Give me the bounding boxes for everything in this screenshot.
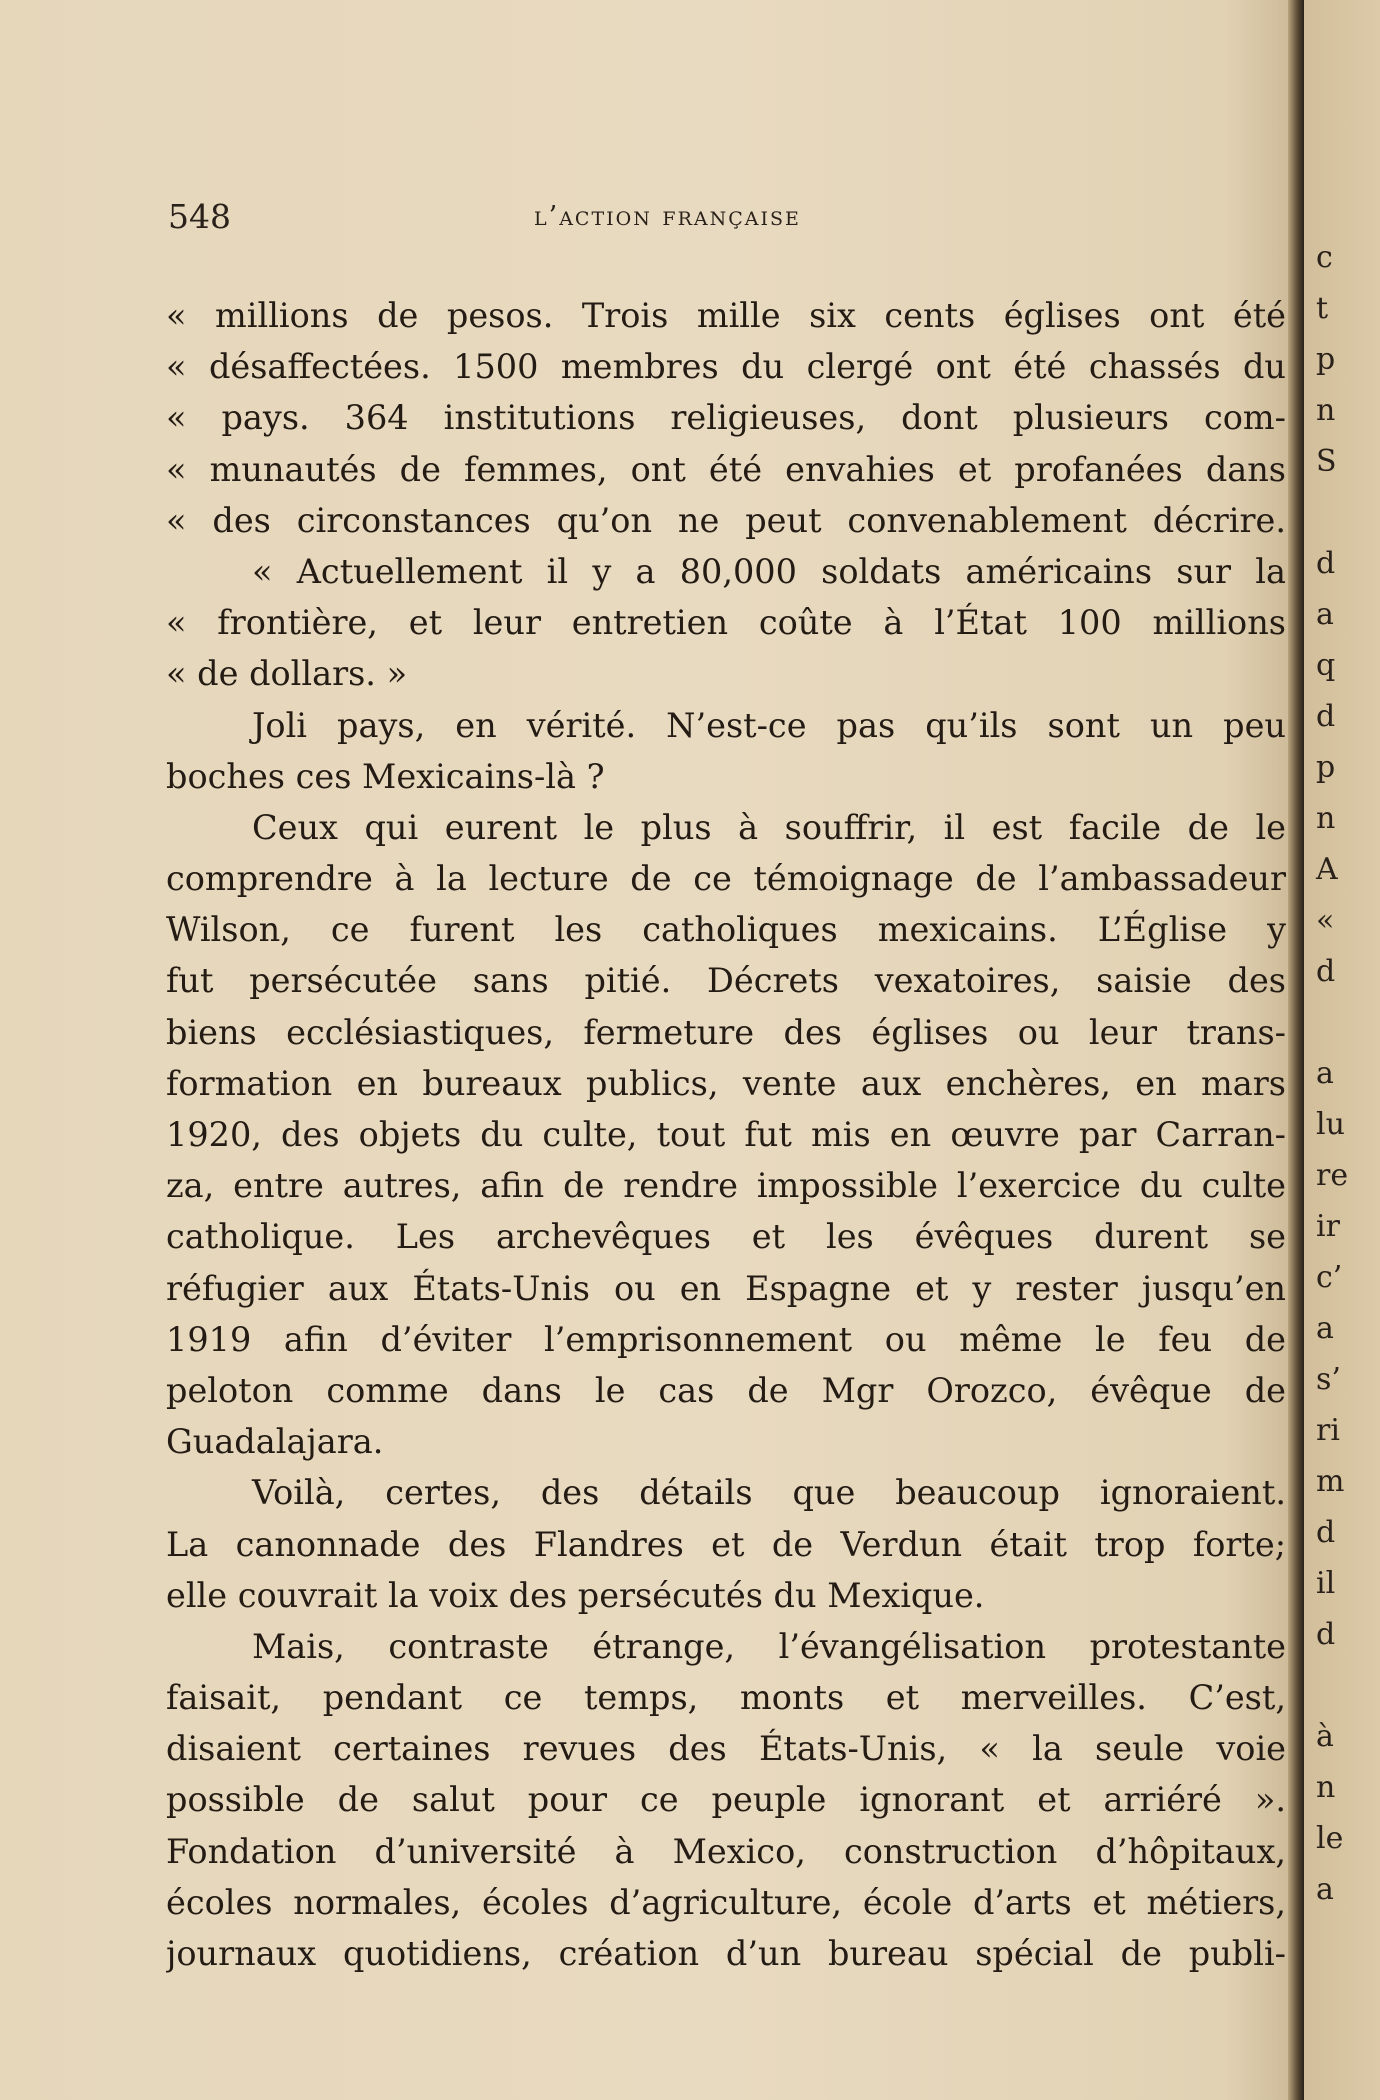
adjacent-page-fragment: re: [1316, 1158, 1349, 1193]
text-line: 1919 afin d’éviter l’emprisonnement ou même le feu de: [166, 1319, 1286, 1359]
adjacent-page-fragment: a: [1316, 1311, 1334, 1346]
text-line: biens ecclésiastiques, fermeture des églises ou leur trans-: [166, 1012, 1286, 1052]
body-text: [166, 290, 1286, 1979]
text-line: « de dollars. »: [166, 654, 408, 694]
text-line: écoles normales, écoles d’agriculture, école d’arts et métiers,: [166, 1882, 1286, 1922]
text-line: elle couvrait la voix des persécutés du Mexique.: [166, 1575, 985, 1615]
adjacent-page-fragment: lu: [1316, 1107, 1345, 1142]
adjacent-page-fragment: q: [1316, 648, 1336, 683]
adjacent-page-fragment: ri: [1316, 1413, 1340, 1448]
page-header: [168, 192, 1288, 242]
adjacent-page-fragment: ir: [1316, 1209, 1340, 1244]
text-line: Fondation d’université à Mexico, construction d’hôpitaux,: [166, 1831, 1286, 1871]
adjacent-page-fragment: «: [1316, 903, 1335, 938]
adjacent-page-fragment: d: [1316, 546, 1336, 581]
text-line: « Actuellement il y a 80,000 soldats américains sur la: [252, 551, 1286, 591]
text-line: Voilà, certes, des détails que beaucoup ignoraient.: [252, 1473, 1286, 1513]
adjacent-page-fragment: t: [1316, 291, 1329, 326]
text-line: Wilson, ce furent les catholiques mexicains. L’Église y: [166, 910, 1286, 950]
text-line: za, entre autres, afin de rendre impossible l’exercice du culte: [166, 1166, 1286, 1206]
adjacent-page-fragment: d: [1316, 699, 1336, 734]
adjacent-page-fragment: c’: [1316, 1260, 1343, 1295]
text-line: fut persécutée sans pitié. Décrets vexatoires, saisie des: [166, 961, 1286, 1001]
running-title: l’action française: [534, 201, 801, 232]
adjacent-page-fragment: m: [1316, 1464, 1345, 1499]
text-line: réfugier aux États-Unis ou en Espagne et y rester jusqu’en: [166, 1268, 1286, 1308]
adjacent-page-fragment: d: [1316, 954, 1336, 989]
text-line: « frontière, et leur entretien coûte à l’État 100 millions: [166, 603, 1286, 643]
text-line: disaient certaines revues des États-Unis, « la seule voie: [166, 1729, 1286, 1769]
text-line: « pays. 364 institutions religieuses, dont plusieurs com-: [166, 398, 1286, 438]
text-line: possible de salut pour ce peuple ignorant et arriéré ».: [166, 1780, 1286, 1820]
text-line: Joli pays, en vérité. N’est-ce pas qu’ils sont un peu: [252, 705, 1286, 745]
adjacent-page-fragment: a: [1316, 597, 1334, 632]
adjacent-page-fragment: S: [1316, 444, 1337, 479]
text-line: La canonnade des Flandres et de Verdun était trop forte;: [166, 1524, 1286, 1564]
text-line: 1920, des objets du culte, tout fut mis en œuvre par Carran-: [166, 1115, 1286, 1154]
text-line: journaux quotidiens, création d’un bureau spécial de publi-: [166, 1934, 1286, 1973]
adjacent-page-fragment: s’: [1316, 1362, 1341, 1397]
adjacent-page-fragment: p: [1316, 750, 1336, 785]
book-gutter: [1288, 0, 1304, 2100]
text-line: Ceux qui eurent le plus à souffrir, il est facile de le: [252, 807, 1286, 847]
adjacent-page-fragment: il: [1316, 1566, 1336, 1601]
text-line: « des circonstances qu’on ne peut convenablement décrire.: [166, 500, 1286, 540]
text-line: peloton comme dans le cas de Mgr Orozco, évêque de: [166, 1370, 1286, 1410]
text-line: comprendre à la lecture de ce témoignage de l’ambassadeur: [166, 859, 1286, 899]
text-line: formation en bureaux publics, vente aux enchères, en mars: [166, 1063, 1286, 1103]
adjacent-page-fragment: le: [1316, 1821, 1344, 1856]
adjacent-page-fragment: A: [1316, 852, 1338, 887]
text-line: Guadalajara.: [166, 1422, 384, 1462]
text-line: « munautés de femmes, ont été envahies et profanées dans: [166, 449, 1286, 489]
adjacent-page-fragment: à: [1316, 1719, 1334, 1754]
adjacent-page-fragment: d: [1316, 1617, 1336, 1652]
adjacent-page-fragment: n: [1316, 393, 1336, 428]
adjacent-page-fragment: n: [1316, 1770, 1336, 1805]
page-number: 548: [168, 197, 231, 236]
text-line: catholique. Les archevêques et les évêques durent se: [166, 1217, 1286, 1257]
adjacent-page-fragment: d: [1316, 1515, 1336, 1550]
adjacent-page-fragment: c: [1316, 240, 1333, 275]
adjacent-page-fragment: a: [1316, 1056, 1334, 1091]
text-line: boches ces Mexicains-là ?: [166, 756, 605, 796]
adjacent-page-fragment: p: [1316, 342, 1336, 377]
adjacent-page-fragment: n: [1316, 801, 1336, 836]
text-line: Mais, contraste étrange, l’évangélisation protestante: [252, 1626, 1286, 1666]
adjacent-page-fragment: a: [1316, 1872, 1334, 1907]
adjacent-page-edge: [1304, 0, 1380, 2100]
text-line: « millions de pesos. Trois mille six cents églises ont été: [166, 296, 1286, 335]
text-line: « désaffectées. 1500 membres du clergé ont été chassés du: [166, 347, 1286, 387]
text-line: faisait, pendant ce temps, monts et merveilles. C’est,: [166, 1678, 1286, 1718]
